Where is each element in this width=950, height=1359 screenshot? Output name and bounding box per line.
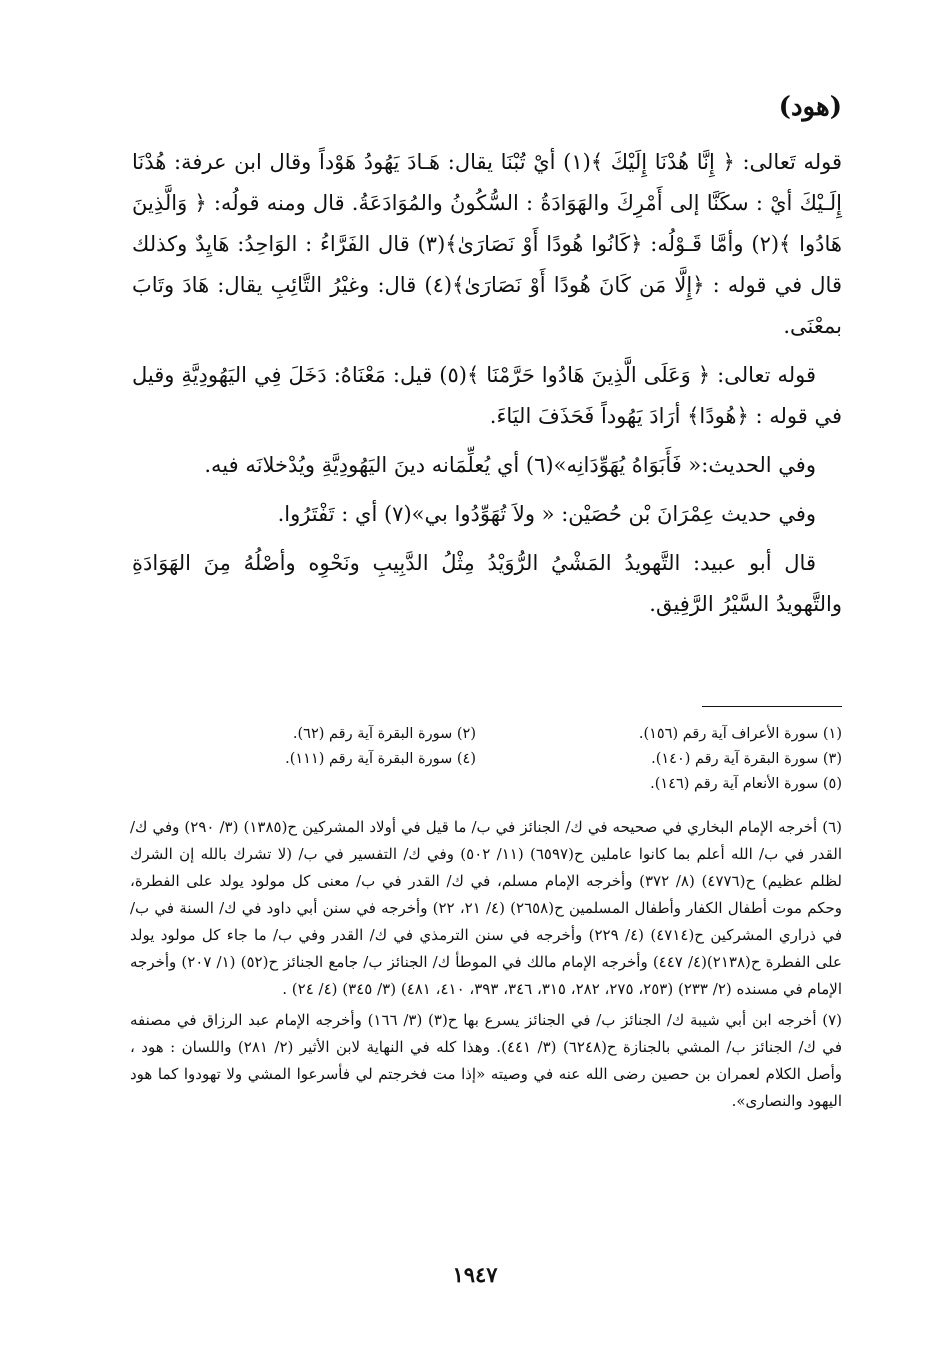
reference-item: (٤) سورة البقرة آية رقم (١١١). xyxy=(285,751,476,767)
footnote-item: (٦) أخرجه الإمام البخاري في صحيحه في ك/ الجنائز في ب/ ما قيل في أولاد المشركين ح(١٣٨٥) (٣/ ٢٩٠) وفي ك/ القدر في ب/ الله أعلم بما كانوا عاملين ح(٦٥٩٧) (١١/ ٥٠٢) وفي ك/ التفسير في ب/ (لا تشرك بالله إن الشرك لظلم عظيم) ح(٤٧٧٦) (٨/ ٣٧٢) وأخرجه الإمام مسلم، في ك/ القدر في ب/ معنى كل مولود يولد على الفطرة، وحكم موت أطفال الكفار وأطفال المسلمين ح(٢٦٥٨) (٤/ ٢١، ٢٢) وأخرجه في سنن أبي داود في ك/ السنة في ب/ في ذراري المشركين ح(٤٧١٤) (٤/ ٢٢٩) وأخرجه في سنن الترمذي في ك/ القدر وفي ب/ ما جاء كل مولود يولد على الفطرة ح(٢١٣٨)(٤/ ٤٤٧) وأخرجه الإمام مالك في الموطأ ك/ الجنائز ب/ جامع الجنائز ح(٥٢) (١/ ٢٠٧) وأخرجه الإمام في مسنده (٢/ ٢٣٣) (٢٥٣، ٢٧٥، ٢٨٢، ٣١٥، ٣٤٦، ٣٩٣، ٤١٠، ٤٨١) (٣/ ٣٤٥) (٤/ ٢٤) . xyxy=(130,818,843,998)
quran-references xyxy=(130,722,842,797)
entry-body xyxy=(132,142,842,633)
body-paragraph: قوله تَعالى: ﴿ إِنَّا هُدْنَا إِلَيْكَ ﴾(١) أيْ تُبْنَا يقال: هَـادَ يَهُودُ هَوْداً وقال ابن عرفة: هُدْنَا إِلَـيْكَ أيْ : سكَنَّا إلى أَمْرِكَ والهَوَادَةُ : السُّكُونُ والمُوَادَعَةُ. قال ومنه قولُه: ﴿ وَالَّذِينَ هَادُوا ﴾(٢) وأمَّا قَـوْلُه: ﴿كَانُوا هُودًا أَوْ نَصَارَىٰ﴾(٣) قال الفَرَّاءُ : الوَاحِدُ: هَايِدٌ وكذلك قال في قوله : ﴿إِلَّا مَن كَانَ هُودًا أَوْ نَصَارَىٰ﴾(٤) قال: وغيْرُ التَّائِبِ يقال: هَادَ وتَابَ بمعْنَى. xyxy=(132,150,842,338)
entry-heading: (هود) xyxy=(778,92,842,122)
footnote-item: (٧) أخرجه ابن أبي شيبة ك/ الجنائز ب/ في الجنائز يسرع بها ح(٣) (٣/ ١٦٦) وأخرجه الإمام عبد الرزاق في مصنفه في ك/ الجنائز ب/ المشي بالجنازة ح(٦٢٤٨) (٣/ ٤٤١). وهذا كله في النهاية لابن الأثير (٢/ ٢٨١) واللسان : هود ، وأصل الكلام لعمران بن حصين رضى الله عنه في وصيته «إذا مت فخرجتم لي فأسرعوا المشي ولا تهودوا كما هود اليهود والنصارى». xyxy=(130,1011,842,1110)
body-paragraph: وفي الحديث:« فَأَبَوَاهُ يُهَوِّدَانِه»(٦) أي يُعلِّمَانه دينَ اليَهُودِيَّةِ ويُدْخلانَه فيه. xyxy=(204,453,816,477)
reference-item: (٥) سورة الأنعام آية رقم (١٤٦). xyxy=(650,776,842,792)
reference-item: (١) سورة الأعراف آية رقم (١٥٦). xyxy=(638,726,842,742)
hadith-footnotes xyxy=(130,814,842,1119)
page-number: ١٩٤٧ xyxy=(452,1262,498,1287)
body-paragraph: وفي حديث عِمْرَانَ بْن حُصَيْن: « ولاَ تُهَوِّدُوا بي»(٧) أي : تَفْتَرُوا. xyxy=(277,502,816,526)
reference-item: (٣) سورة البقرة آية رقم (١٤٠). xyxy=(651,751,842,767)
footnote-separator xyxy=(702,706,842,707)
body-paragraph: قوله تعالى: ﴿ وَعَلَى الَّذِينَ هَادُوا حَرَّمْنَا ﴾(٥) قيل: مَعْنَاهُ: دَخَلَ فِي اليَهُودِيَّةِ وقيل في قوله : ﴿هُودًا﴾ أرَادَ يَهُوداً فَحَذَفَ اليَاءَ. xyxy=(132,363,842,428)
body-paragraph: قال أبو عبيد: التَّهويدُ المَشْيُ الرُّوَيْدُ مِثْلُ الدَّبِيبِ ونَحْوِه وأصْلُهُ مِنَ الهَوَادَةِ والتَّهويدُ السَّيْرُ الرَّفِيق. xyxy=(132,551,842,616)
reference-item: (٢) سورة البقرة آية رقم (٦٢). xyxy=(292,726,476,742)
